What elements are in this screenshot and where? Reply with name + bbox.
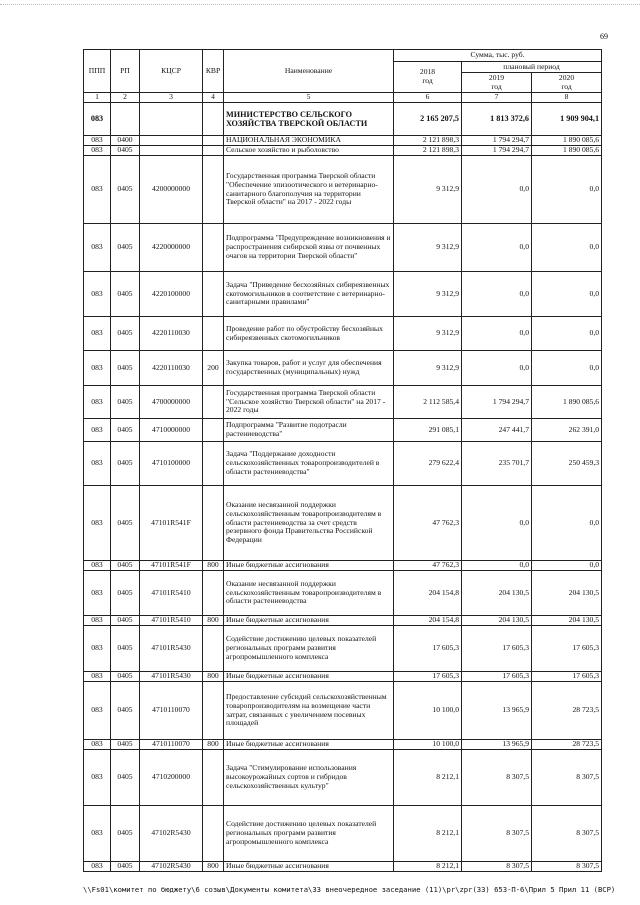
cell-kvr: [203, 750, 224, 806]
cell-ppp: 083: [84, 862, 111, 872]
cell-2019: 204 130,5: [462, 616, 532, 626]
table-row: [84, 103, 602, 136]
cell-name: Предоставление субсидий сельскохозяйственным товаропроизводителям на возмещение части затрат, связанных с увеличением посевных площадей: [224, 682, 394, 740]
cell-kcsr: 47101R5430: [140, 672, 203, 682]
table-row: [84, 224, 602, 272]
header-planned-period: плановый период: [462, 62, 602, 73]
table-row: [84, 616, 602, 626]
cell-2018: 204 154,8: [394, 571, 462, 616]
cell-kvr: [203, 156, 224, 224]
col-num-3: 3: [140, 93, 203, 103]
cell-2020: 8 307,5: [532, 806, 602, 862]
cell-2020: 1 890 085,6: [532, 146, 602, 156]
cell-ppp: 083: [84, 806, 111, 862]
table-row: [84, 351, 602, 386]
cell-ppp: 083: [84, 386, 111, 419]
cell-kcsr: 4710000000: [140, 419, 203, 442]
cell-2018: 17 605,3: [394, 626, 462, 672]
cell-2018: 47 762,3: [394, 561, 462, 571]
cell-kcsr: 4710100000: [140, 442, 203, 486]
table-row: [84, 682, 602, 740]
cell-rp: 0400: [111, 136, 140, 146]
header-2018: [394, 62, 462, 93]
cell-kcsr: 4700000000: [140, 386, 203, 419]
cell-name: Иные бюджетные ассигнования: [224, 672, 394, 682]
cell-2019: 1 794 294,7: [462, 136, 532, 146]
cell-2019: 0,0: [462, 272, 532, 317]
cell-ppp: 083: [84, 616, 111, 626]
cell-ppp: 083: [84, 146, 111, 156]
cell-2020: 0,0: [532, 486, 602, 561]
cell-kcsr: 47101R5410: [140, 571, 203, 616]
cell-ppp: 083: [84, 740, 111, 750]
cell-kvr: [203, 682, 224, 740]
cell-name: Государственная программа Тверской области "Сельское хозяйство Тверской области" на 2017 - 2022 годы: [224, 386, 394, 419]
cell-name: Иные бюджетные ассигнования: [224, 616, 394, 626]
cell-ppp: 083: [84, 351, 111, 386]
cell-2018: 9 312,9: [394, 351, 462, 386]
footer-file-path: \\Fs01\комитет по бюджету\6 созыв\Документы комитета\33 внеочередное заседание (11)\pr\zpr(33) 653-П-6\Прил 5 Прил 11 (ВСР): [83, 885, 616, 894]
col-num-7: 7: [462, 93, 532, 103]
header-ppp: ППП: [84, 50, 111, 93]
cell-name: Иные бюджетные ассигнования: [224, 561, 394, 571]
header-kvr: КВР: [203, 50, 224, 93]
cell-2020: 28 723,5: [532, 682, 602, 740]
cell-name: Иные бюджетные ассигнования: [224, 740, 394, 750]
cell-kvr: [203, 806, 224, 862]
cell-ppp: 083: [84, 750, 111, 806]
cell-kvr: 200: [203, 351, 224, 386]
table-row: [84, 626, 602, 672]
cell-2018: 9 312,9: [394, 272, 462, 317]
cell-kcsr: [140, 103, 203, 136]
cell-2018: 204 154,8: [394, 616, 462, 626]
cell-rp: 0405: [111, 571, 140, 616]
cell-2018: 8 212,1: [394, 806, 462, 862]
table-body: [84, 103, 602, 872]
cell-kcsr: 47101R5430: [140, 626, 203, 672]
cell-name: Содействие достижению целевых показателей региональных программ развития агропромышленного комплекса: [224, 806, 394, 862]
table-row: [84, 750, 602, 806]
cell-2019: 1 794 294,7: [462, 386, 532, 419]
cell-rp: 0405: [111, 224, 140, 272]
cell-rp: [111, 103, 140, 136]
cell-kcsr: [140, 136, 203, 146]
cell-name: Оказание несвязанной поддержки сельскохозяйственным товаропроизводителям в области растениеводства за счет средств резервного фонда Правительства Российской Федерации: [224, 486, 394, 561]
cell-rp: 0405: [111, 317, 140, 351]
cell-rp: 0405: [111, 351, 140, 386]
cell-name: Сельское хозяйство и рыболовство: [224, 146, 394, 156]
cell-2018: 2 121 898,3: [394, 136, 462, 146]
cell-kcsr: 4220100000: [140, 272, 203, 317]
cell-kvr: [203, 571, 224, 616]
table-row: [84, 317, 602, 351]
table-row: [84, 419, 602, 442]
cell-name: Оказание несвязанной поддержки сельскохозяйственным товаропроизводителям в области растениеводства: [224, 571, 394, 616]
cell-kcsr: 4710110070: [140, 682, 203, 740]
col-num-6: 6: [394, 93, 462, 103]
cell-2020: 250 459,3: [532, 442, 602, 486]
cell-2018: 8 212,1: [394, 750, 462, 806]
header-sum: Сумма, тыс. руб.: [394, 50, 602, 62]
cell-2019: 247 441,7: [462, 419, 532, 442]
cell-2019: 235 701,7: [462, 442, 532, 486]
cell-kvr: [203, 419, 224, 442]
table-row: [84, 561, 602, 571]
col-num-8: 8: [532, 93, 602, 103]
cell-rp: 0405: [111, 862, 140, 872]
cell-2020: 1 890 085,6: [532, 136, 602, 146]
cell-2019: 13 965,9: [462, 740, 532, 750]
header-2019: [462, 73, 532, 93]
cell-ppp: 083: [84, 136, 111, 146]
cell-kcsr: 47101R541F: [140, 561, 203, 571]
cell-2018: 9 312,9: [394, 224, 462, 272]
cell-2020: 1 909 904,1: [532, 103, 602, 136]
table-row: [84, 442, 602, 486]
cell-2018: 9 312,9: [394, 156, 462, 224]
cell-name: Проведение работ по обустройству бесхозяйных сибиреязвенных скотомогильников: [224, 317, 394, 351]
cell-ppp: 083: [84, 442, 111, 486]
cell-kcsr: 4220110030: [140, 351, 203, 386]
col-num-1: 1: [84, 93, 111, 103]
cell-2020: 8 307,5: [532, 750, 602, 806]
cell-ppp: 083: [84, 103, 111, 136]
table-row: [84, 272, 602, 317]
cell-rp: 0405: [111, 626, 140, 672]
cell-kcsr: 47102R5430: [140, 862, 203, 872]
scan-artifact-line: [0, 4, 640, 6]
table-row: [84, 571, 602, 616]
table-row: [84, 136, 602, 146]
cell-ppp: 083: [84, 626, 111, 672]
cell-rp: 0405: [111, 672, 140, 682]
header-kcsr: КЦСР: [140, 50, 203, 93]
cell-2019: 17 605,3: [462, 626, 532, 672]
cell-ppp: 083: [84, 682, 111, 740]
cell-name: Государственная программа Тверской области "Обеспечение эпизоотического и ветеринарно-санитарного благополучия на территории Тверской области" на 2017 - 2022 годы: [224, 156, 394, 224]
cell-2019: 0,0: [462, 486, 532, 561]
cell-kcsr: 47101R541F: [140, 486, 203, 561]
cell-2018: 291 085,1: [394, 419, 462, 442]
cell-2020: 262 391,0: [532, 419, 602, 442]
cell-name: Подпрограмма "Предупреждение возникновения и распространения сибирской язвы от почвенных очагов на территории Тверской области": [224, 224, 394, 272]
cell-rp: 0405: [111, 486, 140, 561]
table-row: [84, 672, 602, 682]
cell-kvr: 800: [203, 616, 224, 626]
cell-2020: 17 605,3: [532, 626, 602, 672]
cell-name: Задача "Стимулирование использования высокоурожайных сортов и гибридов сельскохозяйственных культур": [224, 750, 394, 806]
cell-2019: 0,0: [462, 317, 532, 351]
cell-kvr: 800: [203, 672, 224, 682]
cell-kcsr: 4220110030: [140, 317, 203, 351]
table-row: [84, 156, 602, 224]
cell-kvr: [203, 486, 224, 561]
cell-ppp: 083: [84, 561, 111, 571]
budget-table: [83, 49, 602, 872]
cell-kcsr: 47101R5410: [140, 616, 203, 626]
cell-2019: 0,0: [462, 351, 532, 386]
cell-ppp: 083: [84, 486, 111, 561]
cell-ppp: 083: [84, 672, 111, 682]
header-2019-sub: год: [491, 81, 502, 91]
cell-2019: 1 794 294,7: [462, 146, 532, 156]
cell-name: Задача "Поддержание доходности сельскохозяйственных товаропроизводителей в области растениеводства": [224, 442, 394, 486]
table-row: [84, 806, 602, 862]
cell-kvr: [203, 146, 224, 156]
cell-rp: 0405: [111, 146, 140, 156]
cell-2018: 8 212,1: [394, 862, 462, 872]
cell-kvr: [203, 136, 224, 146]
cell-2019: 17 605,3: [462, 672, 532, 682]
cell-2020: 1 890 085,6: [532, 386, 602, 419]
cell-ppp: 083: [84, 419, 111, 442]
cell-2018: 10 100,0: [394, 740, 462, 750]
cell-kvr: [203, 386, 224, 419]
header-2020-sub: год: [561, 81, 572, 91]
cell-ppp: 083: [84, 571, 111, 616]
cell-rp: 0405: [111, 561, 140, 571]
cell-kvr: 800: [203, 561, 224, 571]
cell-name: Иные бюджетные ассигнования: [224, 862, 394, 872]
cell-rp: 0405: [111, 442, 140, 486]
cell-kcsr: 47102R5430: [140, 806, 203, 862]
table-row: [84, 386, 602, 419]
cell-ppp: 083: [84, 156, 111, 224]
cell-2020: 0,0: [532, 317, 602, 351]
cell-2019: 0,0: [462, 224, 532, 272]
cell-rp: 0405: [111, 272, 140, 317]
header-rp: РП: [111, 50, 140, 93]
header-2020: [532, 73, 602, 93]
table-row: [84, 862, 602, 872]
cell-2018: 9 312,9: [394, 317, 462, 351]
col-num-5: 5: [224, 93, 394, 103]
cell-rp: 0405: [111, 740, 140, 750]
cell-2020: 0,0: [532, 272, 602, 317]
cell-rp: 0405: [111, 616, 140, 626]
cell-rp: 0405: [111, 806, 140, 862]
cell-rp: 0405: [111, 386, 140, 419]
cell-2020: 204 130,5: [532, 616, 602, 626]
cell-2019: 13 965,9: [462, 682, 532, 740]
cell-2020: 0,0: [532, 224, 602, 272]
table-row: [84, 146, 602, 156]
header-2018-year: 2018: [419, 67, 436, 77]
cell-2020: 0,0: [532, 156, 602, 224]
cell-kcsr: [140, 146, 203, 156]
col-num-4: 4: [203, 93, 224, 103]
cell-name: Закупка товаров, работ и услуг для обеспечения государственных (муниципальных) нужд: [224, 351, 394, 386]
cell-kvr: [203, 442, 224, 486]
cell-kvr: [203, 272, 224, 317]
cell-name: МИНИСТЕРСТВО СЕЛЬСКОГО ХОЗЯЙСТВА ТВЕРСКОЙ ОБЛАСТИ: [224, 103, 394, 136]
cell-2018: 2 112 585,4: [394, 386, 462, 419]
header-2019-year: 2019: [488, 72, 505, 82]
cell-kvr: [203, 103, 224, 136]
cell-2018: 2 165 207,5: [394, 103, 462, 136]
column-number-row: [84, 93, 602, 103]
header-2020-year: 2020: [558, 72, 575, 82]
cell-kvr: 800: [203, 862, 224, 872]
cell-name: Содействие достижению целевых показателей региональных программ развития агропромышленного комплекса: [224, 626, 394, 672]
col-num-2: 2: [111, 93, 140, 103]
cell-2018: 47 762,3: [394, 486, 462, 561]
cell-kcsr: 4220000000: [140, 224, 203, 272]
cell-rp: 0405: [111, 156, 140, 224]
cell-2020: 0,0: [532, 351, 602, 386]
cell-name: Подпрограмма "Развитие подотрасли растениеводства": [224, 419, 394, 442]
cell-ppp: 083: [84, 224, 111, 272]
cell-ppp: 083: [84, 317, 111, 351]
header-2018-sub: год: [422, 76, 433, 85]
cell-kcsr: 4200000000: [140, 156, 203, 224]
cell-kcsr: 4710200000: [140, 750, 203, 806]
cell-rp: 0405: [111, 750, 140, 806]
cell-2018: 2 121 898,3: [394, 146, 462, 156]
cell-kcsr: 4710110070: [140, 740, 203, 750]
cell-2018: 279 622,4: [394, 442, 462, 486]
cell-2019: 0,0: [462, 156, 532, 224]
cell-2019: 204 130,5: [462, 571, 532, 616]
cell-name: Задача "Приведение бесхозяйных сибиреязвенных скотомогильников в соответствие с ветеринарно-санитарными правилами": [224, 272, 394, 317]
cell-2019: 8 307,5: [462, 862, 532, 872]
cell-kvr: [203, 626, 224, 672]
cell-kvr: 800: [203, 740, 224, 750]
table-header: [84, 50, 602, 103]
cell-2019: 0,0: [462, 561, 532, 571]
cell-2020: 204 130,5: [532, 571, 602, 616]
page-number: 69: [600, 32, 608, 41]
table-row: [84, 486, 602, 561]
table-row: [84, 740, 602, 750]
cell-rp: 0405: [111, 682, 140, 740]
cell-2020: 17 605,3: [532, 672, 602, 682]
cell-name: НАЦИОНАЛЬНАЯ ЭКОНОМИКА: [224, 136, 394, 146]
cell-kvr: [203, 224, 224, 272]
cell-2020: 0,0: [532, 561, 602, 571]
cell-2020: 28 723,5: [532, 740, 602, 750]
cell-2018: 17 605,3: [394, 672, 462, 682]
cell-2020: 8 307,5: [532, 862, 602, 872]
cell-ppp: 083: [84, 272, 111, 317]
cell-2019: 8 307,5: [462, 750, 532, 806]
cell-2019: 8 307,5: [462, 806, 532, 862]
cell-kvr: [203, 317, 224, 351]
cell-2019: 1 813 372,6: [462, 103, 532, 136]
header-name: Наименование: [224, 50, 394, 93]
cell-rp: 0405: [111, 419, 140, 442]
cell-2018: 10 100,0: [394, 682, 462, 740]
